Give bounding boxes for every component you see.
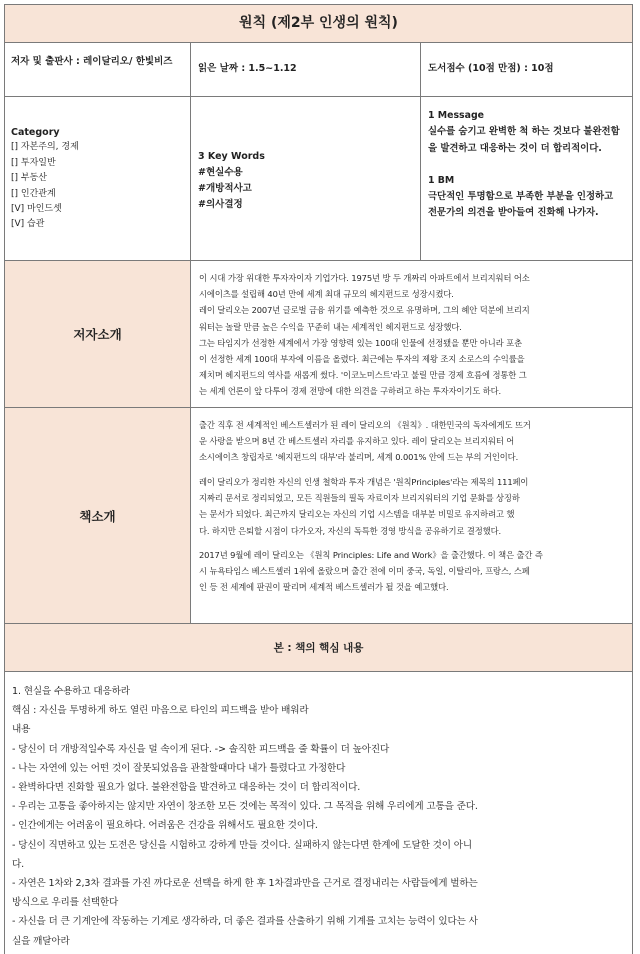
keywords-heading: 3 Key Words [198, 151, 265, 162]
keyword-item: #개방적사고 [198, 183, 252, 194]
book-intro-text [190, 408, 632, 623]
author-intro-line: 워터는 놀랄 만큼 높은 수익을 꾸준히 내는 세계적인 헤지펀드로 성장했다. [199, 321, 462, 332]
keyword-item: #의사결정 [198, 199, 243, 210]
bm-heading: 1 BM [428, 174, 455, 186]
book-intro-line: 인 등 전 세계에 판권이 팔리며 세계적 베스트셀러가 될 것을 예고했다. [199, 582, 449, 593]
author-publisher: 저자 및 출판사 : 레이달리오/ 한빛비즈 [11, 56, 173, 67]
keyword-item: #현실수용 [198, 167, 243, 178]
author-intro-line: 는 세계 언론이 앞 다투어 경제 전망에 대한 의견을 구하려고 하는 투자자이기도 하다. [199, 386, 502, 397]
book-intro-line [199, 466, 628, 474]
message-cell [420, 97, 632, 260]
core-content-line: - 자연은 1차와 2,3차 결과를 가진 까다로운 선택을 하게 한 후 1차결과만을 근거로 결정내리는 사람들에게 벌하는 [12, 878, 478, 890]
core-content-line: - 당신이 직면하고 있는 도전은 당신을 시험하고 강하게 만들 것이다. 실패하지 않는다면 한계에 도달한 것이 아니 [12, 839, 472, 851]
core-heading: 본 : 책의 핵심 내용 [273, 642, 364, 654]
title-row [5, 5, 632, 43]
book-intro-line: 2017년 9월에 레이 달리오는 《원칙 Principles: Life and Work》을 출간했다. 이 책은 출간 즉 [199, 550, 543, 561]
core-content-line: 다. [12, 858, 25, 870]
author-intro-line: 제치며 헤지펀드의 역사를 새롭게 썼다. '이코노미스트'라고 불릴 만큼 경제 흐름에 정통한 그 [199, 370, 527, 381]
category-item: [V] 마인드셋 [11, 204, 62, 215]
book-intro-line: 시 뉴욕타임스 베스트셀러 1위에 올랐으며 출간 전에 이미 중국, 독일, 이탈리아, 프랑스, 스페 [199, 566, 530, 577]
read-date: 읽은 날짜 : 1.5~1.12 [198, 63, 297, 74]
author-intro-line: 시에이츠를 설립해 40년 만에 세계 최대 규모의 헤지펀드로 성장시켰다. [199, 289, 454, 300]
core-content-line: - 나는 자연에 있는 어떤 것이 잘못되었음을 관찰할때마다 내가 틀렸다고 가정한다 [12, 762, 346, 774]
category-item: [V] 습관 [11, 219, 45, 230]
core-content-line: - 자신을 더 큰 기계안에 작동하는 기계로 생각하라, 더 좋은 결과를 산출하기 위해 기계를 고치는 능력이 있다는 사 [12, 916, 478, 928]
category-heading: Category [11, 127, 60, 138]
author-intro-row [5, 261, 632, 408]
author-intro-label-cell [5, 261, 190, 407]
category-item: [] 투자일반 [11, 157, 56, 168]
core-content-line: - 완벽하다면 진화할 필요가 없다. 불완전함을 발견하고 대응하는 것이 더 합리적이다. [12, 782, 361, 794]
author-intro-line: 레이 달리오는 2007년 글로벌 금융 위기를 예측한 것으로 유명하며, 그의 혜안 덕분에 브리지 [199, 305, 530, 316]
author-intro-text [190, 261, 632, 407]
message-text: 실수를 숨기고 완벽한 척 하는 것보다 불완전함을 발견하고 대응하는 것이 더 합리적이다. [428, 126, 620, 154]
score-cell [420, 43, 632, 96]
core-content-line: 실을 깨달아라 [12, 935, 70, 947]
score: 도서점수 (10점 만점) : 10점 [428, 63, 554, 74]
core-content-line: 1. 현실을 수용하고 대응하라 [12, 686, 130, 697]
message-heading: 1 Message [428, 110, 485, 121]
category-item: [] 자본주의, 경제 [11, 142, 79, 153]
overview-row [5, 97, 632, 261]
author-publisher-cell [5, 43, 190, 96]
core-content-line: 방식으로 우리를 선택한다 [12, 897, 119, 909]
bm-text: 극단적인 투명함으로 부족한 부분을 인정하고 전문가의 의견을 받아들여 진화해 나가자. [428, 191, 614, 219]
category-list [11, 140, 184, 232]
category-item: [] 부동산 [11, 173, 47, 184]
book-intro-line: 는 문서가 되었다. 최근까지 달리오는 자신의 기업 시스템을 대부분 비밀로 유지하려고 했 [199, 509, 515, 520]
author-intro-line: 이 시대 가장 위대한 투자자이자 기업가다. 1975년 방 두 개짜리 아파트에서 브리지워터 어소 [199, 273, 530, 283]
author-intro-line: 그는 타임지가 선정한 세계에서 가장 영향력 있는 100대 인물에 선정됐을 뿐만 아니라 포춘 [199, 337, 523, 348]
book-intro-label: 책소개 [79, 508, 116, 524]
book-intro-line: 다. 하지만 은퇴할 시점이 다가오자, 자신의 독특한 경영 방식을 공유하기로 결정했다. [199, 525, 502, 536]
book-intro-line: 레이 달리오가 정리한 자신의 인생 철학과 투자 개념은 '원칙Principles'라는 제목의 111페이 [199, 476, 529, 487]
core-content [5, 672, 632, 954]
book-summary-sheet [4, 4, 633, 954]
core-heading-row [5, 624, 632, 672]
book-intro-line: 출간 직후 전 세계적인 베스트셀러가 된 레이 달리오의 《원칙》. 대한민국의 독자에게도 뜨거 [199, 420, 531, 430]
meta-row [5, 43, 632, 97]
keywords-cell [190, 97, 420, 260]
author-intro-line: 이 선정한 세계 100대 부자에 이름을 올렸다. 최근에는 투자의 제왕 조지 소로스의 수익률을 [199, 354, 525, 365]
read-date-cell [190, 43, 420, 96]
book-intro-line: 운 사랑을 받으며 8년 간 베스트셀러 자리를 유지하고 있다. 레이 달리오는 브리지워터 어 [199, 436, 515, 447]
book-intro-label-cell [5, 408, 190, 623]
page-title: 원칙 (제2부 인생의 원칙) [239, 15, 398, 31]
book-intro-line: 지짜리 문서로 정리되었고, 모든 직원들의 필독 자료이자 브리지워터의 기업 문화를 상징하 [199, 493, 520, 504]
keywords-list [198, 165, 414, 213]
author-intro-label: 저자소개 [73, 327, 122, 342]
book-intro-row [5, 408, 632, 624]
category-item: [] 인간관계 [11, 188, 56, 199]
core-content-line: 핵심 : 자신을 투명하게 하도 열린 마음으로 타인의 피드백을 받아 배워라 [12, 705, 309, 717]
book-intro-line: 소시에이츠 창립자로 '헤지펀드의 대부'라 불리며, 세계 0.001% 안에 드는 부의 거인이다. [199, 452, 519, 463]
category-cell [5, 97, 190, 260]
core-content-line: - 인간에게는 어려움이 필요하다. 어려움은 건강을 위해서도 필요한 것이다. [12, 820, 318, 832]
core-content-line: - 당신이 더 개방적일수록 자신을 덜 속이게 된다. -> 솔직한 피드백을 줄 확률이 더 높아진다 [12, 743, 390, 755]
book-intro-line [199, 539, 628, 547]
core-content-line: - 우리는 고통을 좋아하지는 않지만 자연이 창조한 모든 것에는 목적이 있다. 그 목적을 위해 우리에게 고통을 준다. [12, 801, 478, 813]
core-content-line: 내용 [12, 724, 31, 736]
